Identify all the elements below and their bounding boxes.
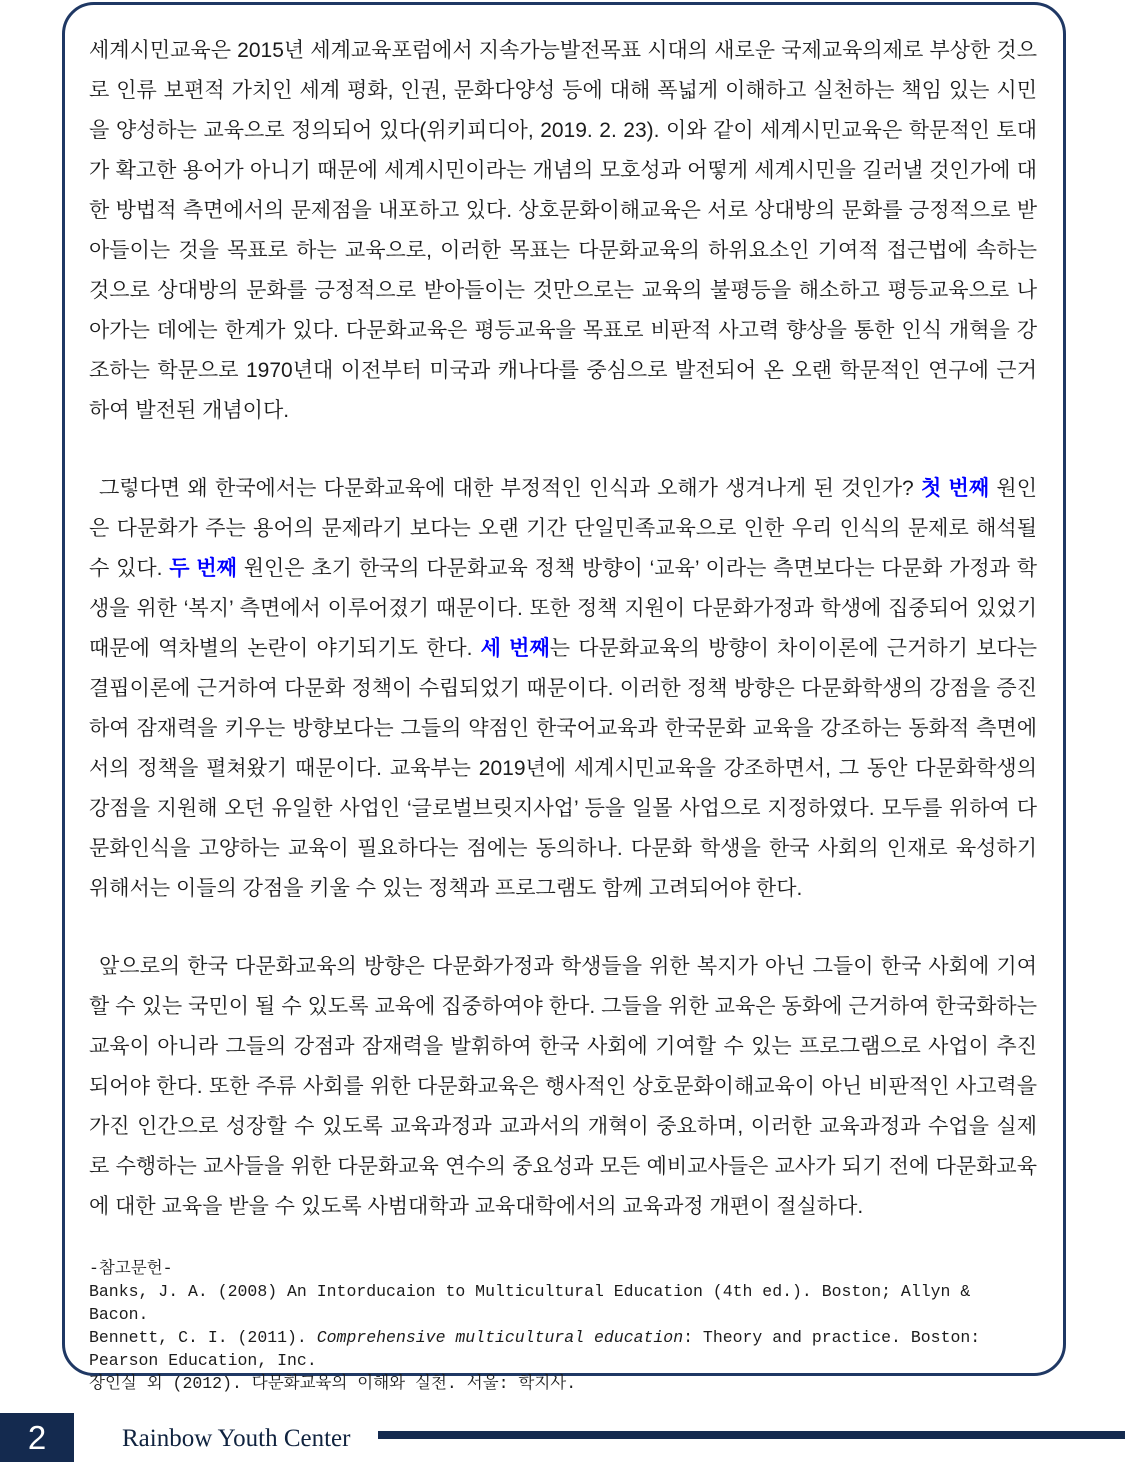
reference-jang: 장인실 외 (2012). 다문화교육의 이해와 실천. 서울: 학지사. — [89, 1374, 577, 1393]
highlight-second-cause: 두 번째 — [169, 557, 237, 580]
paragraph-2-segment: 는 다문화교육의 방향이 차이이론에 근거하기 보다는 결핍이론에 근거하여 다문화 정책이 수립되었기 때문이다. 이러한 정책 방향은 다문화학생의 강점을 증진하여 잠재력을 키우는 방향보다는 그들의 약점인 한국어교육과 한국문화 교육을 강조하는 동화적 측면에서의 정책을 펼쳐왔기 때문이다. 교육부는 2019년에 세계시민교육을 강조하면서, 그 동안 다문화학생의 강점을 지원해 오던 유일한 사업인 ‘글로벌브릿지사업’ 등을 일몰 사업으로 지정하였다. 모두를 위하여 다문화인식을 고양하는 교육이 필요하다는 점에는 동의하나. 다문화 학생을 한국 사회의 인재로 육성하기 위해서는 이들의 강점을 키울 수 있는 정책과 프로그램도 함께 고려되어야 한다. — [89, 637, 1037, 900]
paragraph-2-segment: 그렇다면 왜 한국에서는 다문화교육에 대한 부정적인 인식과 오해가 생겨나게 된 것인가? — [99, 477, 921, 500]
reference-banks: Banks, J. A. (2008) An Intorducaion to Multicultural Education (4th ed.). Boston; Allyn & Bacon. — [89, 1282, 971, 1324]
highlight-third-cause: 세 번째 — [480, 637, 550, 660]
reference-bennett-post: : Theory and practice. Boston: Pearson Education, Inc. — [89, 1328, 981, 1370]
document-content — [65, 5, 1063, 1395]
reference-bennett-title: Comprehensive multicultural education — [316, 1328, 684, 1347]
organization-name: Rainbow Youth Center — [122, 1425, 351, 1452]
paragraph-global-citizenship — [89, 31, 1037, 431]
paragraph-1-text: 세계시민교육은 2015년 세계교육포럼에서 지속가능발전목표 시대의 새로운 국제교육의제로 부상한 것으로 인류 보편적 가치인 세계 평화, 인권, 문화다양성 등에 대해 폭넓게 이해하고 실천하는 책임 있는 시민을 양성하는 교육으로 정의되어 있다(위키피디아, 2019. 2. 23). 이와 같이 세계시민교육은 학문적인 토대가 확고한 용어가 아니기 때문에 세계시민이라는 개념의 모호성과 어떻게 세계시민을 길러낼 것인가에 대한 방법적 측면에서의 문제점을 내포하고 있다. 상호문화이해교육은 서로 상대방의 문화를 긍정적으로 받아들이는 것을 목표로 하는 교육으로, 이러한 목표는 다문화교육의 하위요소인 기여적 접근법에 속하는 것으로 상대방의 문화를 긍정적으로 받아들이는 것만으로는 교육의 불평등을 해소하고 평등교육으로 나아가는 데에는 한계가 있다. 다문화교육은 평등교육을 목표로 비판적 사고력 향상을 통한 인식 개혁을 강조하는 학문으로 1970년대 이전부터 미국과 캐나다를 중심으로 발전되어 온 오랜 학문적인 연구에 근거하여 발전된 개념이다. — [89, 39, 1037, 422]
paragraph-2-segment: 원인은 초기 한국의 다문화교육 정책 방향이 ‘교육’ 이라는 측면보다는 다문화 가정과 학생을 위한 ‘복지’ 측면에서 이루어졌기 때문이다. 또한 정책 지원이 다문화가정과 학생에 집중되어 있었기 때문에 역차별의 논란이 야기되기도 한다. — [89, 557, 1037, 660]
paragraph-future-direction — [89, 947, 1037, 1227]
highlight-first-cause: 첫 번째 — [921, 477, 990, 500]
page-number-badge — [0, 1413, 74, 1462]
references-section — [89, 1257, 1037, 1395]
reference-bennett-pre: Bennett, C. I. (2011). — [89, 1328, 317, 1347]
page-number: 2 — [27, 1418, 47, 1456]
document-border-box — [62, 2, 1066, 1393]
footer-divider-bar — [378, 1431, 1125, 1439]
references-heading: -참고문헌- — [89, 1259, 173, 1278]
paragraph-2-segment: 원인은 다문화가 주는 용어의 문제라기 보다는 오랜 기간 단일민족교육으로 인한 우리 인식의 문제로 해석될 수 있다. — [89, 477, 1037, 580]
reference-bennett — [89, 1326, 1037, 1372]
paragraph-causes — [89, 469, 1037, 909]
paragraph-3-text: 앞으로의 한국 다문화교육의 방향은 다문화가정과 학생들을 위한 복지가 아닌 그들이 한국 사회에 기여할 수 있는 국민이 될 수 있도록 교육에 집중하여야 한다. 그들을 위한 교육은 동화에 근거하여 한국화하는 교육이 아니라 그들의 강점과 잠재력을 발휘하여 한국 사회에 기여할 수 있는 프로그램으로 사업이 추진되어야 한다. 또한 주류 사회를 위한 다문화교육은 행사적인 상호문화이해교육이 아닌 비판적인 사고력을 가진 인간으로 성장할 수 있도록 교육과정과 교과서의 개혁이 중요하며, 이러한 교육과정과 수업을 실제로 수행하는 교사들을 위한 다문화교육 연수의 중요성과 모든 예비교사들은 교사가 되기 전에 다문화교육에 대한 교육을 받을 수 있도록 사범대학과 교육대학에서의 교육과정 개편이 절실하다. — [89, 955, 1037, 1218]
